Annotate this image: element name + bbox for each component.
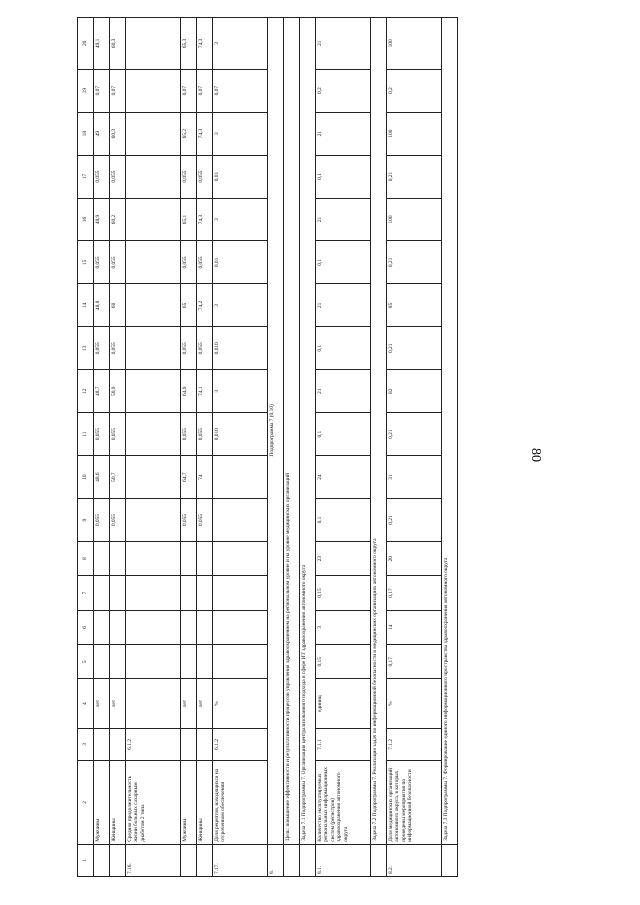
table-cell: 100: [387, 18, 442, 70]
indicator-name-cell: Средняя продолжительность жизни больных сахарным диабетом 2 типа: [126, 761, 181, 845]
table-cell: 0,055: [94, 155, 110, 198]
table-row: [197, 18, 213, 877]
table-cell: [94, 610, 110, 644]
table-cell: [197, 844, 213, 876]
table-cell: [181, 645, 197, 679]
table-cell: [126, 499, 181, 542]
table-cell: [126, 284, 181, 327]
table-cell: 65: [181, 284, 197, 327]
table-cell: 0,1: [316, 413, 371, 456]
table-cell: 7.1.2: [387, 728, 442, 760]
indicator-name-cell: Доля рецептов, находящихся на отсроченном обеспечении: [213, 761, 268, 845]
table-cell: 24: [316, 456, 371, 499]
table-cell: 49,1: [94, 18, 110, 70]
table-cell: [197, 645, 213, 679]
table-cell: [213, 499, 268, 542]
table-cell: %: [213, 679, 268, 728]
table-cell: [110, 645, 126, 679]
header-cell: 4: [78, 679, 94, 728]
table-cell: 0,2: [387, 69, 442, 112]
table-cell: лет: [181, 679, 197, 728]
table-cell: 0,01: [213, 155, 268, 198]
header-cell: 8: [78, 542, 94, 576]
table-cell: 0,07: [213, 69, 268, 112]
table-cell: 7.1.1: [316, 728, 371, 760]
table-cell: [126, 645, 181, 679]
table-cell: 60,3: [110, 18, 126, 70]
table-cell: 74: [197, 456, 213, 499]
table-cell: 21: [316, 284, 371, 327]
table-cell: [197, 610, 213, 644]
header-cell: 17: [78, 155, 94, 198]
table-cell: 0,055: [197, 499, 213, 542]
table-cell: 48,9: [94, 198, 110, 241]
table-cell: 7.16.: [126, 844, 181, 876]
table-cell: 3: [213, 284, 268, 327]
table-cell: [126, 18, 181, 70]
table-cell: 0,055: [94, 327, 110, 370]
table-cell: 0,21: [387, 413, 442, 456]
table-cell: 65,3: [181, 18, 197, 70]
header-cell: 20: [78, 18, 94, 70]
table-cell: 100: [387, 112, 442, 155]
table-cell: единиц: [316, 679, 371, 728]
table-cell: 0,055: [181, 155, 197, 198]
table-cell: [110, 576, 126, 610]
indicators-table: [77, 17, 458, 877]
table-cell: [94, 576, 110, 610]
table-cell: [126, 542, 181, 576]
table-row: [213, 18, 268, 877]
table-cell: [181, 844, 197, 876]
table-cell: 0,1: [316, 327, 371, 370]
table-cell: 0,010: [213, 413, 268, 456]
table-row: [126, 18, 181, 877]
section-number: [371, 844, 387, 876]
table-cell: 60,2: [110, 198, 126, 241]
table-cell: 0,055: [197, 155, 213, 198]
header-cell: 14: [78, 284, 94, 327]
table-cell: [94, 645, 110, 679]
table-cell: [126, 241, 181, 284]
table-cell: 0,01: [213, 241, 268, 284]
table-row: [181, 18, 197, 877]
table-cell: 0,055: [94, 499, 110, 542]
table-cell: 0,17: [387, 645, 442, 679]
table-cell: 23: [316, 542, 371, 576]
indicator-name-cell: Женщины: [110, 761, 126, 845]
table-cell: [126, 679, 181, 728]
table-cell: [110, 844, 126, 876]
table-cell: 0,21: [387, 499, 442, 542]
table-cell: 21: [316, 370, 371, 413]
table-cell: [110, 610, 126, 644]
table-cell: 3: [213, 112, 268, 155]
table-cell: 0,055: [110, 499, 126, 542]
indicator-name-cell: Мужчины: [181, 761, 197, 845]
table-cell: [110, 728, 126, 760]
table-cell: 7.17.: [213, 844, 268, 876]
table-cell: 6.1.2: [213, 728, 268, 760]
section-row: [442, 18, 458, 877]
table-cell: 21: [316, 18, 371, 70]
table-cell: 60: [110, 284, 126, 327]
table-cell: 6.1.2: [126, 728, 181, 760]
table-cell: 48,7: [94, 370, 110, 413]
section-row: [268, 18, 284, 877]
header-cell: 6: [78, 610, 94, 644]
table-cell: 65,2: [181, 112, 197, 155]
table-cell: [126, 112, 181, 155]
table-cell: 60,3: [110, 112, 126, 155]
header-cell: 2: [78, 761, 94, 845]
table-cell: [126, 155, 181, 198]
table-cell: [126, 370, 181, 413]
table-cell: 48,6: [94, 456, 110, 499]
header-cell: 7: [78, 576, 94, 610]
table-cell: [126, 456, 181, 499]
table-cell: 0,07: [110, 69, 126, 112]
table-row: [316, 18, 371, 877]
header-cell: 13: [78, 327, 94, 370]
table-cell: 64,7: [181, 456, 197, 499]
table-cell: 49: [94, 112, 110, 155]
table-cell: [181, 542, 197, 576]
table-cell: [110, 542, 126, 576]
table-cell: 74,1: [197, 370, 213, 413]
table-cell: [213, 610, 268, 644]
indicator-name-cell: Женщины: [197, 761, 213, 845]
table-cell: 0,055: [110, 327, 126, 370]
table-cell: лет: [197, 679, 213, 728]
table-cell: [94, 542, 110, 576]
table-cell: 0,055: [181, 241, 197, 284]
header-cell: 12: [78, 370, 94, 413]
table-cell: 0,21: [387, 327, 442, 370]
section-title: Цель: повышение эффективности и результативности процессов управления здравоохранением на региональном уровне и на уровне медицинских организаций: [284, 18, 300, 845]
table-cell: 0,055: [110, 241, 126, 284]
table-cell: 3: [213, 18, 268, 70]
table-cell: [126, 413, 181, 456]
header-cell: 9: [78, 499, 94, 542]
table-cell: 0,21: [387, 155, 442, 198]
table-cell: 0,055: [181, 499, 197, 542]
table-cell: [126, 327, 181, 370]
table-cell: 0,1: [316, 241, 371, 284]
section-title: Задача 7.1 Подпрограммы 7. Организация централизованного подхода в сфере ИТ здравоохранения автономного округа: [300, 18, 316, 845]
table-cell: 0,07: [94, 69, 110, 112]
table-cell: [213, 456, 268, 499]
table-cell: [181, 728, 197, 760]
table-row: [94, 18, 110, 877]
table-cell: 3: [213, 370, 268, 413]
table-cell: 74,3: [197, 112, 213, 155]
table-cell: 20: [387, 542, 442, 576]
table-cell: 65,1: [181, 198, 197, 241]
indicator-name-cell: Доля медицинских организаций автономного округа, в которых проведены мероприятия по информационной безопасности: [387, 761, 442, 845]
table-cell: 3: [316, 610, 371, 644]
table-cell: 0,010: [213, 327, 268, 370]
table-cell: лет: [110, 679, 126, 728]
header-cell: 11: [78, 413, 94, 456]
table-cell: [126, 610, 181, 644]
table-cell: [94, 844, 110, 876]
header-cell: 16: [78, 198, 94, 241]
header-cell: 15: [78, 241, 94, 284]
indicator-name-cell: Мужчины: [94, 761, 110, 845]
table-cell: 0,055: [94, 413, 110, 456]
table-cell: 0,2: [316, 69, 371, 112]
table-cell: [126, 576, 181, 610]
table-cell: 0,055: [110, 155, 126, 198]
header-cell: 3: [78, 728, 94, 760]
header-cell: 18: [78, 112, 94, 155]
section-number: [442, 844, 458, 876]
table-cell: [181, 610, 197, 644]
table-cell: [126, 198, 181, 241]
header-cell: 19: [78, 69, 94, 112]
table-row: [110, 18, 126, 877]
section-title: Задача 7.3 Подпрограммы 7. Формирование единого информационного пространства здравоохранения автономного округа: [442, 18, 458, 845]
table-cell: 0,07: [181, 69, 197, 112]
table-cell: 0,055: [197, 241, 213, 284]
header-row: [78, 18, 94, 877]
table-cell: 21: [316, 198, 371, 241]
table-cell: 0,055: [181, 327, 197, 370]
table-cell: 0,055: [94, 241, 110, 284]
table-cell: [94, 728, 110, 760]
table-cell: 14: [387, 610, 442, 644]
table-cell: 21: [316, 112, 371, 155]
table-cell: [213, 645, 268, 679]
table-cell: 0,1: [316, 155, 371, 198]
table-cell: 64,9: [181, 370, 197, 413]
table-cell: 50,7: [110, 456, 126, 499]
table-cell: 0,17: [387, 576, 442, 610]
table-cell: 0,055: [181, 413, 197, 456]
table-cell: [126, 69, 181, 112]
table-cell: 31: [387, 456, 442, 499]
table-cell: лет: [94, 679, 110, 728]
table-cell: [181, 576, 197, 610]
section-number: [300, 844, 316, 876]
table-cell: 85: [387, 284, 442, 327]
table-cell: 0,1: [316, 499, 371, 542]
table-cell: 48,8: [94, 284, 110, 327]
indicator-name-cell: Количество эксплуатируемых региональных информационных систем (регистров) здравоохранения автономного округа: [316, 761, 371, 845]
table-cell: 50,9: [110, 370, 126, 413]
table-cell: [197, 576, 213, 610]
table-cell: 0,21: [387, 241, 442, 284]
section-title: Задача 7.2 Подпрограммы 7. Реализация задач по информационной безопасности в медицинских организациях автономного округа: [371, 18, 387, 845]
table-cell: 8.2.: [387, 844, 442, 876]
table-cell: [197, 542, 213, 576]
table-cell: [213, 542, 268, 576]
table-cell: 3: [213, 198, 268, 241]
table-cell: 0,07: [197, 69, 213, 112]
table-cell: 0,15: [316, 645, 371, 679]
table-cell: 74,3: [197, 18, 213, 70]
table-cell: 0,15: [316, 576, 371, 610]
header-cell: 10: [78, 456, 94, 499]
table-cell: %: [387, 679, 442, 728]
section-row: [371, 18, 387, 877]
table-cell: 0,055: [197, 413, 213, 456]
table-cell: [213, 576, 268, 610]
table-cell: 74,3: [197, 198, 213, 241]
section-number: 8.: [268, 844, 284, 876]
page-number: 80: [528, 448, 543, 462]
section-number: [284, 844, 300, 876]
table-row: [387, 18, 442, 877]
table-cell: 8.1.: [316, 844, 371, 876]
header-cell: 1: [78, 844, 94, 876]
section-title: Подпрограмма 7 (0,10): [268, 18, 284, 845]
header-cell: 5: [78, 645, 94, 679]
table-cell: [197, 728, 213, 760]
section-row: [300, 18, 316, 877]
table-cell: 0,055: [110, 413, 126, 456]
table-cell: 74,2: [197, 284, 213, 327]
table-cell: 82: [387, 370, 442, 413]
table-cell: 0,055: [197, 327, 213, 370]
section-row: [284, 18, 300, 877]
table-cell: 100: [387, 198, 442, 241]
